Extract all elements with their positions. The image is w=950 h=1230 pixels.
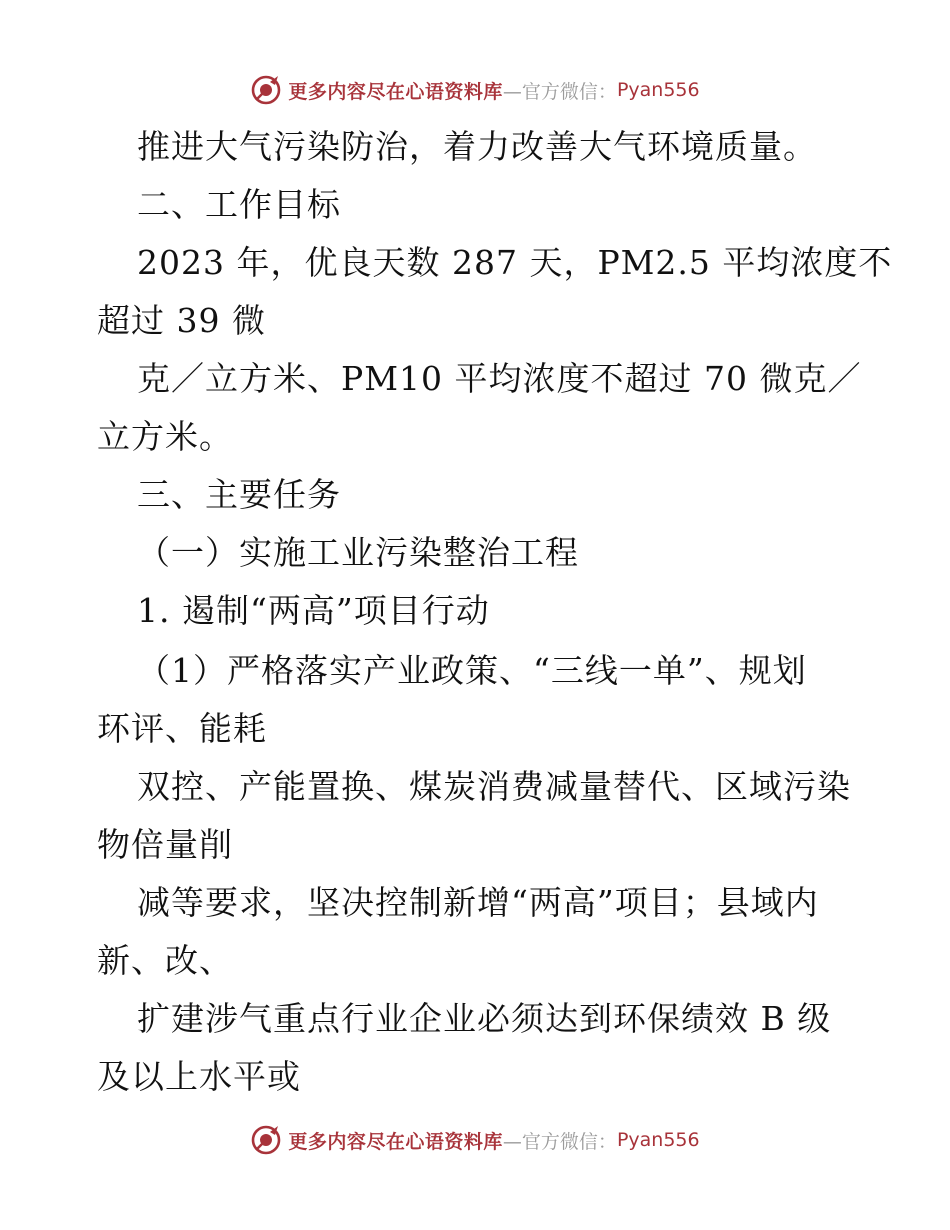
body-line: 及以上水平或 <box>97 1057 301 1096</box>
banner-wechat-id: Pyan556 <box>616 1129 700 1151</box>
header-banner <box>0 73 950 107</box>
subsection-heading: （一）实施工业污染整治工程 <box>137 533 579 572</box>
body-line: 双控、产能置换、煤炭消费减量替代、区域污染 <box>137 767 851 806</box>
brand-logo-icon <box>250 1124 282 1156</box>
brand-logo-icon <box>250 74 282 106</box>
body-line: 环评、能耗 <box>97 709 267 748</box>
section-heading: 三、主要任务 <box>137 475 341 514</box>
body-line: 新、改、 <box>97 941 233 980</box>
banner-sub-text: —官方微信： <box>502 80 617 103</box>
banner-sub-text: —官方微信： <box>502 1130 617 1153</box>
banner-wechat-id: Pyan556 <box>616 79 700 101</box>
body-line: 立方米。 <box>97 417 233 456</box>
body-line: 克／立方米、PM10 平均浓度不超过 70 微克／ <box>137 359 862 398</box>
banner-main-text: 更多内容尽在心语资料库 <box>288 1130 503 1153</box>
section-heading: 二、工作目标 <box>137 185 341 224</box>
body-line: 减等要求，坚决控制新增“两高”项目；县域内 <box>137 883 819 922</box>
body-line: 推进大气污染防治，着力改善大气环境质量。 <box>137 127 817 166</box>
body-line: 超过 39 微 <box>97 301 266 340</box>
body-line: （1）严格落实产业政策、“三线一单”、规划 <box>137 651 807 690</box>
item-heading: 1. 遏制“两高”项目行动 <box>137 591 490 630</box>
body-line: 扩建涉气重点行业企业必须达到环保绩效 B 级 <box>137 999 832 1038</box>
banner-main-text: 更多内容尽在心语资料库 <box>288 80 503 103</box>
footer-banner <box>0 1123 950 1157</box>
body-line: 物倍量削 <box>97 825 233 864</box>
body-line: 2023 年，优良天数 287 天，PM2.5 平均浓度不 <box>137 243 893 282</box>
